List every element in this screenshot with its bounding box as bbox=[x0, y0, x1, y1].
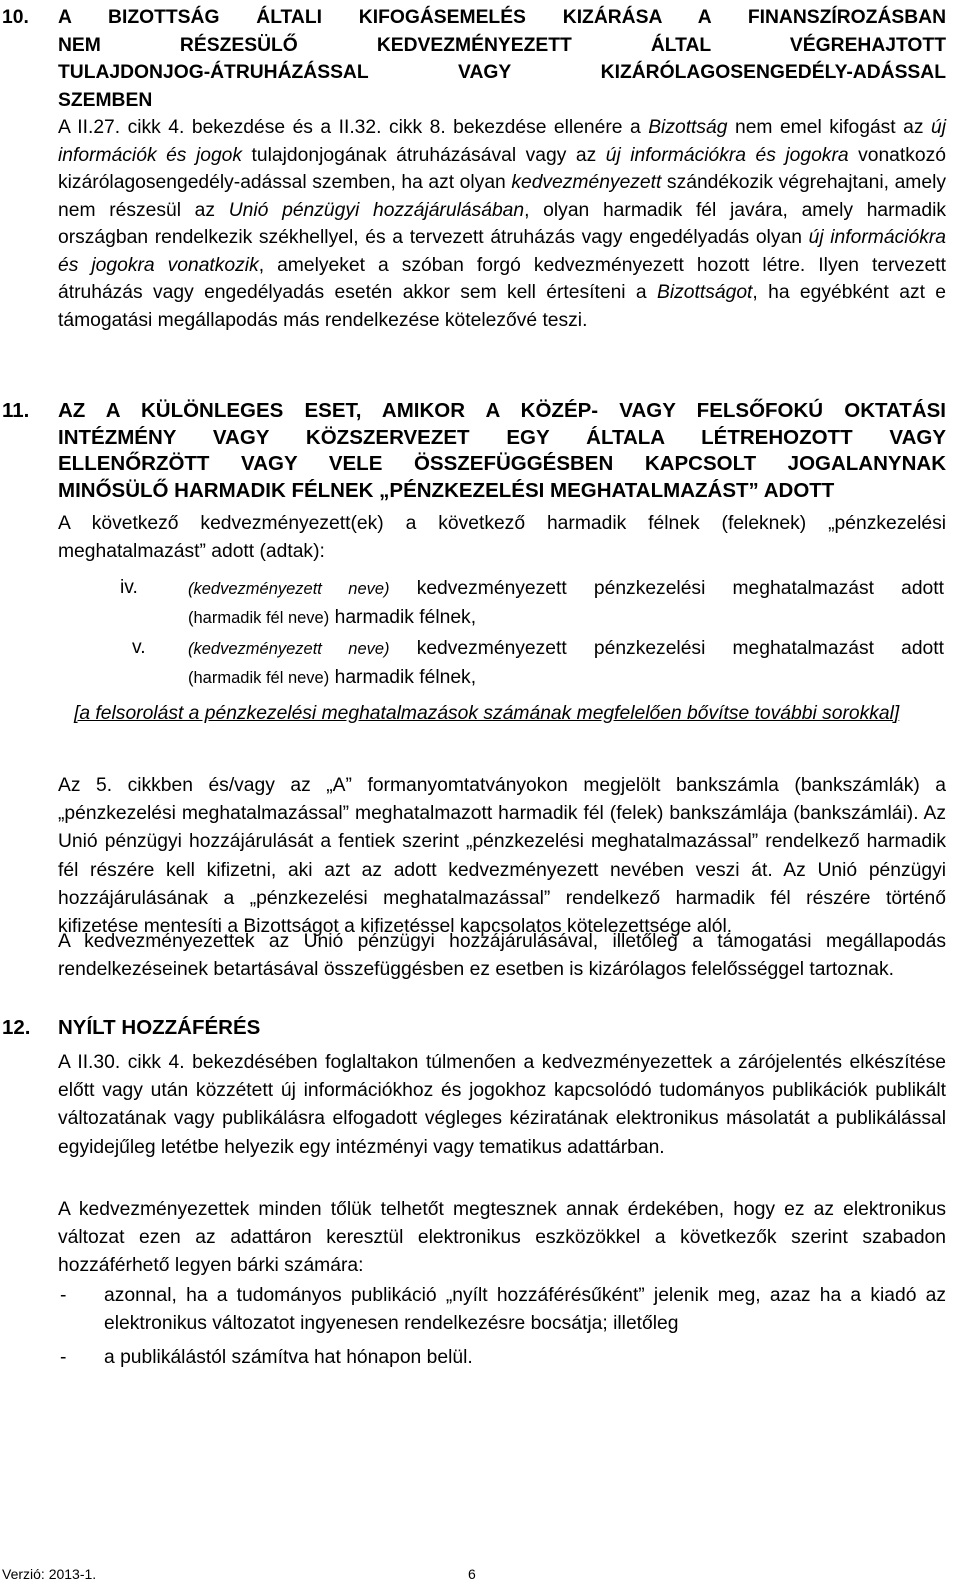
title-line: MINŐSÜLŐ HARMADIK FÉLNEK „PÉNZKEZELÉSI MEGHATALMAZÁST” ADOTT bbox=[58, 478, 835, 502]
section-title bbox=[58, 398, 946, 504]
page-number: 6 bbox=[468, 1566, 476, 1582]
paragraph: A II.27. cikk 4. bekezdése és a II.32. cikk 8. bekezdése ellenére a Bizottság nem emel kifogást az új információk és jogok tulajdonjogának átruházásával vagy az új információkra és jogokra vonatkozó kizárólagosengedély-adással szemben, ha azt olyan kedvezményezett szándékozik végrehajtani, amely nem részesül az Unió pénzügyi hozzájárulásában, olyan harmadik fél javára, amely harmadik országban rendelkezik székhellyel, és a tervezett átruházás vagy engedélyadás olyan új információkra és jogokra vonatkozik, amelyeket a szóban forgó kedvezményezett hozott létre. Ilyen tervezett átruházás vagy engedélyadás esetén akkor sem kell értesíteni a Bizottságot, ha egyébként azt e támogatási megállapodás más rendelkezése kötelezővé teszi. bbox=[58, 117, 947, 331]
bullet-text: azonnal, ha a tudományos publikáció „nyílt hozzáférésűként” jelenik meg, azaz ha a kiadó az elektronikus változatot ingyenesen rendelkezésre bocsátja; illetőleg bbox=[104, 1285, 946, 1335]
note: [a felsorolást a pénzkezelési meghatalmazások számának megfelelően bővítse további sorokkal] bbox=[74, 703, 900, 724]
title-line: A BIZOTTSÁG ÁLTALI KIFOGÁSEMELÉS KIZÁRÁSA A FINANSZÍROZÁSBAN bbox=[58, 7, 946, 28]
paragraph: A kedvezményezettek minden tőlük telhetőt megtesznek annak érdekében, hogy ez az elektronikus változat ezen az adattáron keresztül elektronikus eszközökkel a következők szerint szabadon hozzáférhető legyen bárki számára: bbox=[58, 1199, 946, 1277]
paragraph: A következő kedvezményezett(ek) a következő harmadik félnek (feleknek) „pénzkezelési meghatalmazást” adott (adtak): bbox=[58, 513, 946, 562]
title-line: AZ A KÜLÖNLEGES ESET, AMIKOR A KÖZÉP- VAGY FELSŐFOKÚ OKTATÁSI bbox=[58, 399, 946, 422]
list-text-cont: (harmadik fél neve) harmadik félnek, bbox=[188, 667, 477, 688]
title-line: NEM RÉSZESÜLŐ KEDVEZMÉNYEZETT ÁLTAL VÉGREHAJTOTT bbox=[58, 34, 946, 56]
paragraph: Az 5. cikkben és/vagy az „A” formanyomtatványokon megjelölt bankszámla (bankszámlák) a „pénzkezelési meghatalmazással” meghatalmazott harmadik fél (felek) bankszámlája (bankszámlái). Az Unió pénzügyi hozzájárulását a fentiek szerint „pénzkezelési meghatalmazással” rendelkező harmadik fél részére kell kifizetni, aki azt az adott kedvezményezett nevében veszi át. Az Unió pénzügyi hozzájárulásának a „pénzkezelési meghatalmazással” rendelkező harmadik fél részére történő kifizetése mentesíti a Bizottságot a kifizetéssel kapcsolatos kötelezettsége alól. bbox=[58, 775, 946, 938]
list-text-cont: (harmadik fél neve) harmadik félnek, bbox=[188, 607, 477, 628]
title-line: TULAJDONJOG-ÁTRUHÁZÁSSAL VAGY KIZÁRÓLAGOSENGEDÉLY-ADÁSSAL bbox=[58, 62, 946, 83]
list-label: v. bbox=[132, 637, 146, 658]
paragraph: A II.30. cikk 4. bekezdésében foglaltakon túlmenően a kedvezményezettek a zárójelentés elkészítése előtt vagy után közzétett új információkhoz és jogokhoz kapcsolódó tudományos publikációk publikált változatának vagy publikálásra elfogadott végleges kéziratának elektronikus másolatát a publikálással egyidejűleg letétbe helyezik egy intézményi vagy tematikus adattárban. bbox=[58, 1052, 946, 1158]
footer-version: Verzió: 2013-1. bbox=[2, 1566, 97, 1582]
list-label: iv. bbox=[120, 577, 138, 598]
paragraph: A kedvezményezettek az Unió pénzügyi hozzájárulásával, illetőleg a támogatási megállapodás rendelkezéseinek betartásával összefüggésben ez esetben is kizárólagos felelősséggel tartoznak. bbox=[58, 931, 946, 981]
section-number: 10. bbox=[2, 7, 29, 28]
list-text: (kedvezményezett neve) kedvezményezett pénzkezelési meghatalmazást adott bbox=[188, 578, 944, 599]
bullet-mark: - bbox=[60, 1285, 67, 1306]
title-line: SZEMBEN bbox=[58, 89, 153, 111]
section-number: 11. bbox=[2, 399, 30, 422]
bullet-mark: - bbox=[60, 1347, 67, 1368]
title-line: ELLENŐRZÖTT VAGY VELE ÖSSZEFÜGGÉSBEN KAPCSOLT JOGALANYNAK bbox=[58, 452, 946, 475]
section-title: NYÍLT HOZZÁFÉRÉS bbox=[58, 1016, 261, 1039]
title-line: INTÉZMÉNY VAGY KÖZSZERVEZET EGY ÁLTALA LÉTREHOZOTT VAGY bbox=[58, 425, 946, 449]
list-text: (kedvezményezett neve) kedvezményezett pénzkezelési meghatalmazást adott bbox=[188, 638, 944, 659]
bullet-text: a publikálástól számítva hat hónapon belül. bbox=[104, 1347, 473, 1368]
section-number: 12. bbox=[2, 1016, 31, 1039]
section-title bbox=[58, 4, 946, 114]
